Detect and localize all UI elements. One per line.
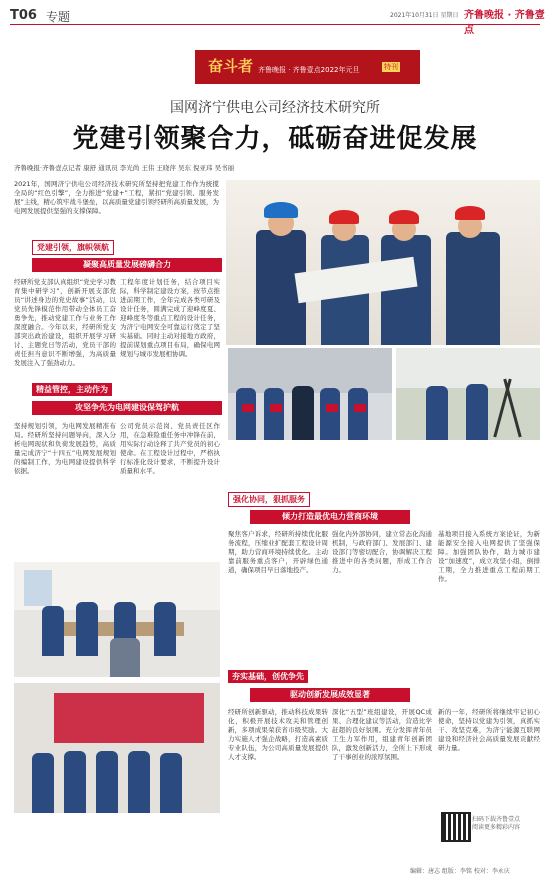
header-divider [10, 24, 540, 25]
paragraph-5: 聚焦客户诉求，经研所持续优化服务流程，压缩业扩配套工程设计周期，助力营商环境持续优化。主动靠前服务重点客户，开辟绿色通道，确保项目早日落地投产。 [228, 530, 328, 574]
paragraph-9: 深化“五型”班组建设，开展QC成果、合理化建议等活动，营造比学赶超的良好氛围。充分发挥青年员工生力军作用，组建青年创新团队，激发创新活力，全所上下形成了干事创业的浓厚氛围。 [332, 708, 432, 761]
issue-date: 2021年10月31日 星期日 [390, 12, 459, 19]
paragraph-6: 强化内外部协同，建立常态化沟通机制，与政府部门、发展部门、建设部门等密切配合，协调解决工程推进中的各类问题，形成工作合力。 [332, 530, 432, 574]
section-1-tag: 党建引领，旗帜领航 [32, 240, 114, 255]
photo-field-survey [396, 348, 540, 440]
section-4-tag: 夯实基础，创优争先 [228, 670, 308, 683]
article-byline: 齐鲁晚报·齐鲁壹点记者 康舒 通讯员 李光尚 王伟 王晓萍 吴东 倪亚玮 吴书丽 [14, 164, 235, 172]
paragraph-1: 经研所党支部认真组织“党史学习教育集中研学习”，创新开展支部党员“讲述身边的党史故事”活动，以党员先锋模范作用带动全体员工奋勇争先，推动党建工作与业务工作深度融合。今年以来，经研所党支部突出政治建设，组织开展学习研讨、主题党日等活动，党员干部的责任担当意识不断增强，为高质量发展注入了强劲动力。 [14, 278, 116, 367]
section-1-bar: 凝聚高质量发展磅礴合力 [32, 258, 222, 272]
banner-badge: 特刊 [384, 63, 398, 71]
section-name: 专题 [46, 10, 71, 24]
paragraph-10: 新的一年，经研所将继续牢记初心使命，坚持以党建为引领，真抓实干、攻坚克难，为济宁能源互联网建设和经济社会高质量发展贡献经研力量。 [438, 708, 540, 752]
paragraph-4: 公司党员示范岗、党员责任区作用，在急难险重任务中冲锋在前，用实际行动诠释了共产党员的初心使命。在工程设计过程中，严格执行标准化设计要求，不断提升设计质量和水平。 [120, 422, 220, 475]
editor-line: 编辑：唐志 组版：李铭 校对：李永庆 [410, 868, 510, 875]
banner-logo: 奋斗者 [208, 57, 254, 75]
paragraph-7: 基地项目接入系统方案论证，为新能源安全接入电网提供了坚强保障。加强团队协作，助力城市建设“加速度”，成立攻坚小组，倒排工期，全力推进重点工程前期工作。 [438, 530, 540, 583]
article-subtitle: 国网济宁供电公司经济技术研究所 [170, 100, 380, 116]
section-4-bar: 驱动创新发展成效显著 [250, 688, 410, 702]
section-3-tag: 强化协同，狠抓服务 [228, 492, 310, 507]
photo-exhibition-group [14, 683, 220, 813]
article-title: 党建引领聚合力，砥砺奋进促发展 [72, 124, 478, 154]
photo-award-ceremony [228, 348, 392, 440]
paragraph-8: 经研所创新驱动，推动科技成果转化，积极开展技术攻关和管理创新，多项成果荣获省市级奖励。大力实施人才强企战略，打造高素质专业队伍，为公司高质量发展提供人才支撑。 [228, 708, 328, 761]
section-2-bar: 攻坚争先为电网建设保驾护航 [32, 401, 222, 415]
newspaper-brand: 齐鲁晚报 · 齐鲁壹点 [464, 10, 545, 36]
qr-caption: 扫码下载齐鲁壹点 阅读更多精彩内容 [472, 816, 521, 831]
section-3-bar: 倾力打造最优电力营商环境 [250, 510, 410, 524]
section-2-tag: 精益管控，主动作为 [32, 383, 112, 396]
paragraph-3: 坚持规划引领，为电网发展精准布局。经研所坚持问题导向，深入分析电网现状和负荷发展趋势，高质量完成济宁“十四五”电网发展规划的编制工作，为电网建设提供科学依据。 [14, 422, 116, 475]
photo-team-meeting [14, 562, 220, 677]
article-lead: 2021年，国网济宁供电公司经济技术研究所坚持把党建工作作为统揽全局的“红色引擎”，全力推进“党建+”工程，紧扣“党建引领、服务发展”主线，精心筑牢战斗堡垒，以高质量党建引领经研所高质量发展，为电网发展提供坚强的支撑保障。 [14, 180, 219, 215]
qr-code-icon [441, 812, 471, 842]
banner-text: 齐鲁晚报 · 齐鲁壹点2022年元旦 [258, 66, 360, 74]
page-code: T06 [10, 8, 37, 23]
paragraph-2: 工程年度计划任务，结合项目实际，科学制定建设方案，按节点推进前期工作，全年完成各类可研及设计任务，圆满完成了迎峰度夏、迎峰度冬等重点工程的设计任务，为济宁电网安全可靠运行奠定了坚实基础。同时主动对接地方政府，提前谋划重点项目布局，确保电网规划与城市发展相协调。 [120, 278, 220, 358]
photo-workers-reviewing-plans [226, 180, 540, 345]
